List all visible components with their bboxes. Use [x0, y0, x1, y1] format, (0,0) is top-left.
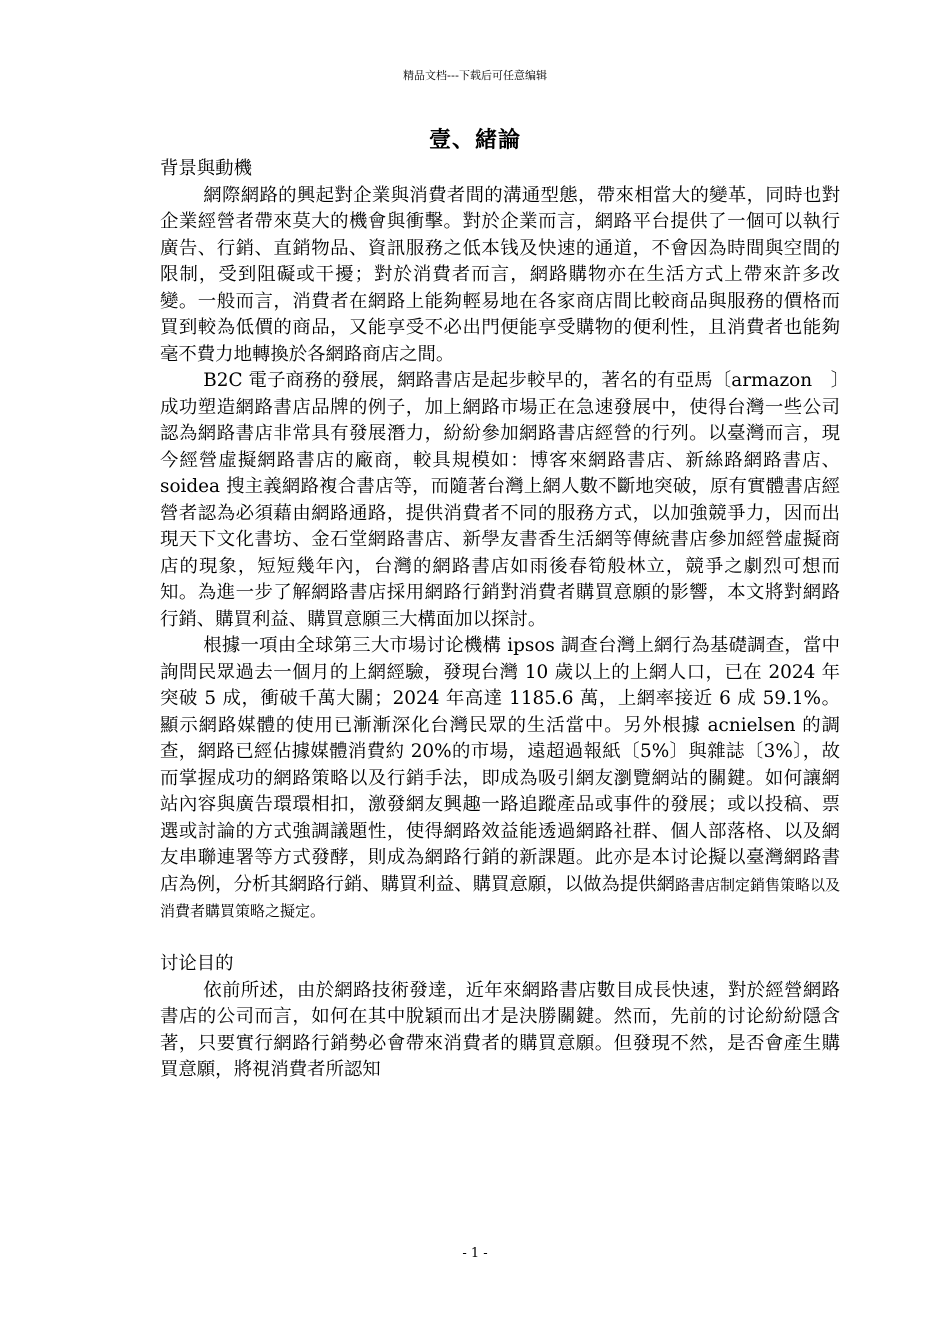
- page-header: 精品文档---下载后可任意编辑: [403, 69, 547, 82]
- paragraph-3-main: 根據一項由全球第三大市場讨论機構 ipsos 調查台灣上網行為基礎調查，當中詢問民眾過去一個月的上網經驗，發現台灣 10 歲以上的上網人口，已在 2024 年突破 5 成，衝破千萬大關；2024 年高達 1185.6 萬，上網率接近 6 成 59.1%。顯示網路媒體的使用已漸漸深化台灣民眾的生活當中。另外根據 acnielsen 的調查，網路已經佔據媒體消費約 20%的市場，遠超過報紙〔5%〕與雜誌〔3%〕，故而掌握成功的網路策略以及行銷手法，即成為吸引網友瀏覽網站的關鍵。如何讓網站內容與廣告環環相扣，激發網友興趣一路追蹤產品或事件的發展；或以投稿、票選或討論的方式強調議題性，使得網路效益能透過網路社群、個人部落格、以及網友串聯連署等方式發酵，則成為網路行銷的新課題。此亦是本讨论擬以臺灣網路書店為例，分析其網路行銷、購買利益、購買意願，以做為提供網: [160, 635, 840, 895]
- paragraph-3: [160, 633, 840, 925]
- chapter-title: 壹、緒論: [428, 127, 521, 153]
- paragraph-3-small: 路書店制定銷售策略以及消費者購買策略之擬定。: [160, 875, 840, 920]
- section-heading-purpose: 讨论目的: [160, 953, 234, 974]
- paragraph-2: B2C 電子商務的發展，網路書店是起步較早的，著名的有亞馬〔armazon 〕成功塑造網路書店品牌的例子，加上網路市場正在急速發展中，使得台灣一些公司認為網路書店非常具有發展潛力，紛紛參加網路書店經營的行列。以臺灣而言，現今經營虛擬網路書店的廠商，較具規模如：博客來網路書店、新絲路網路書店、soidea 搜主義網路複合書店等，而隨著台灣上網人數不斷地突破，原有實體書店經營者認為必須藉由網路通路，提供消費者不同的服務方式，以加強競爭力，因而出現天下文化書坊、金石堂網路書店、新學友書香生活網等傳統書店參加經營虛擬商店的現象，短短幾年內，台灣的網路書店如雨後春筍般林立，競爭之劇烈可想而知。為進一步了解網路書店採用網路行銷對消費者購買意願的影響，本文將對網路行銷、購買利益、購買意願三大構面加以探討。: [160, 370, 840, 630]
- paragraph-1: 網際網路的興起對企業與消費者間的溝通型態，帶來相當大的變革，同時也對企業經營者帶來莫大的機會與衝擊。對於企業而言，網路平台提供了一個可以執行廣告、行銷、直銷物品、資訊服務之低本钱及快速的通道，不會因為時間與空間的限制，受到阻礙或干擾；對於消費者而言，網路購物亦在生活方式上帶來許多改變。一般而言，消費者在網路上能夠輕易地在各家商店間比較商品與服務的價格而買到較為低價的商品，又能享受不必出門便能享受購物的便利性，且消費者也能夠毫不費力地轉換於各網路商店之間。: [160, 184, 840, 365]
- document-body: [160, 156, 840, 1084]
- page-number: - 1 -: [462, 1246, 488, 1261]
- section-spacer: [160, 925, 840, 952]
- section-heading-background: 背景與動機: [160, 158, 252, 179]
- paragraph-4: 依前所述，由於網路技術發達，近年來網路書店數目成長快速，對於經營網路書店的公司而言，如何在其中脫穎而出才是決勝關鍵。然而，先前的讨论紛紛隱含著，只要實行網路行銷勢必會帶來消費者的購買意願。但發現不然，是否會產生購買意願，將視消費者所認知: [160, 979, 840, 1080]
